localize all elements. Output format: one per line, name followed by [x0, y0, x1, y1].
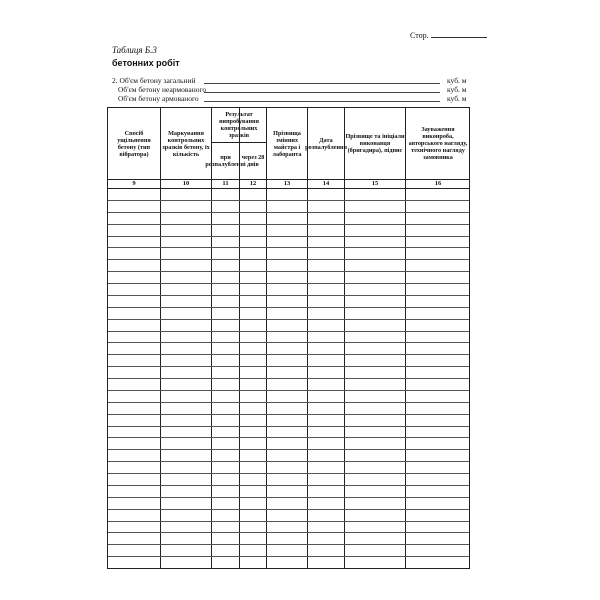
col-number-16: 16 — [434, 180, 442, 187]
table-row — [108, 485, 469, 486]
table-row — [108, 473, 469, 474]
volume-reinforced-line — [112, 94, 467, 103]
col-header-compaction: Спосіб ущільнення бетону (тип вібратора) — [117, 129, 151, 158]
col-header-contractor: Прізвище та ініціали виконавця (бригадира), підпис — [345, 133, 405, 154]
table-row — [108, 283, 469, 284]
table-row — [108, 437, 469, 438]
section-heading: бетонних робіт — [112, 58, 180, 68]
table-row — [108, 449, 469, 450]
table-row — [108, 378, 469, 379]
col-header-at-stripping: при розпалубленні — [205, 154, 246, 168]
table-row — [108, 236, 469, 237]
table-row — [108, 295, 469, 296]
table-row — [108, 319, 469, 320]
concrete-works-table — [107, 107, 470, 569]
volume-reinforced-blank[interactable] — [204, 101, 440, 102]
page-label: Стор. — [410, 31, 429, 40]
table-row — [108, 556, 469, 557]
table-row — [108, 307, 469, 308]
page-number-blank[interactable] — [431, 30, 487, 38]
col-header-remarks: Зауваження виконроба, авторського нагляду, технічного нагляду замовника — [408, 126, 468, 161]
table-row — [108, 271, 469, 272]
col-number-15: 15 — [371, 180, 379, 187]
volume-reinforced-unit: куб. м — [447, 94, 467, 103]
table-row — [108, 402, 469, 403]
table-row — [108, 212, 469, 213]
col-header-stripping-date: Дата розпалублення — [305, 136, 347, 151]
table-row — [108, 342, 469, 343]
table-label: Таблиця Б.3 — [112, 45, 157, 55]
col-header-marking: Маркування контрольних зразків бетону, їх кількість — [162, 129, 210, 158]
volume-total-label: 2. Об'єм бетону загальний — [112, 76, 196, 85]
col-header-test-results: Результат випробування контрольних зразків — [219, 111, 259, 139]
table-row — [108, 414, 469, 415]
col-number-13: 13 — [283, 180, 291, 187]
table-row — [108, 532, 469, 533]
table-row — [108, 497, 469, 498]
table-row — [108, 331, 469, 332]
table-row — [108, 200, 469, 201]
volume-plain-line — [112, 85, 467, 94]
col-header-foremen: Прізвища змінних майстра і лаборанта — [272, 129, 302, 158]
volume-plain-label: Об'єм бетону неармованого — [118, 85, 207, 94]
col-number-9: 9 — [132, 180, 136, 187]
col-number-10: 10 — [182, 180, 190, 187]
page-number-field — [410, 30, 487, 40]
table-row — [108, 259, 469, 260]
table-row — [108, 224, 469, 225]
volume-total-unit: куб. м — [447, 76, 467, 85]
col-number-14: 14 — [322, 180, 330, 187]
volume-reinforced-label: Об'єм бетону армованого — [118, 94, 199, 103]
volume-plain-blank[interactable] — [204, 92, 440, 93]
table-row — [108, 509, 469, 510]
table-row — [108, 521, 469, 522]
table-row — [108, 426, 469, 427]
table-row — [108, 366, 469, 367]
volume-plain-unit: куб. м — [447, 85, 467, 94]
table-row — [108, 544, 469, 545]
table-row — [108, 247, 469, 248]
table-row — [108, 461, 469, 462]
volume-total-blank[interactable] — [204, 83, 440, 84]
col-number-11: 11 — [222, 180, 229, 187]
volume-total-line — [112, 76, 467, 85]
col-header-28-days: через 28 днів — [241, 154, 265, 168]
table-row — [108, 390, 469, 391]
col-number-12: 12 — [249, 180, 257, 187]
table-row — [108, 354, 469, 355]
